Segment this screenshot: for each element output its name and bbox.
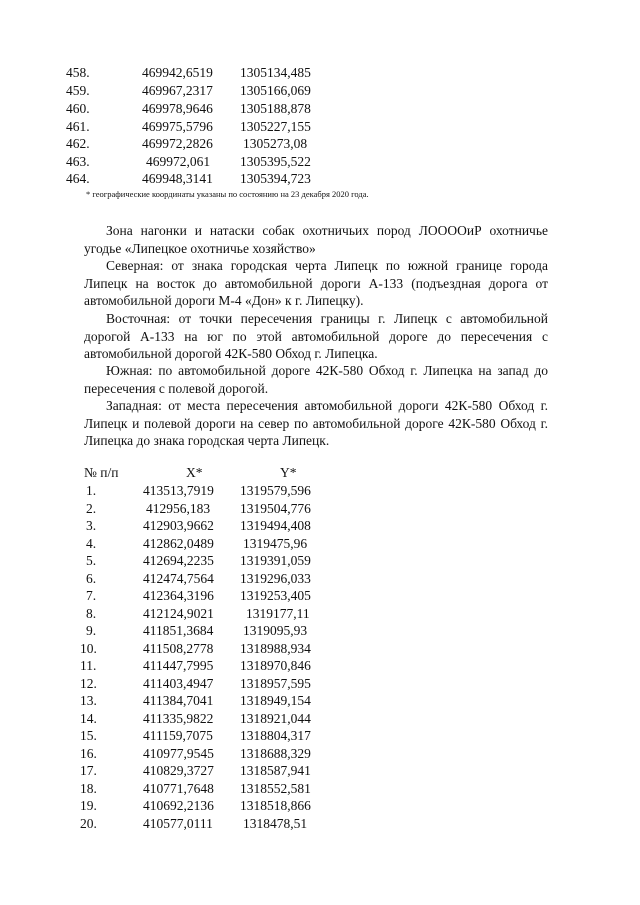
column-header-x: X* — [186, 465, 203, 480]
column-header-number: № п/п — [84, 465, 119, 480]
row-number: 2. — [86, 501, 97, 516]
row-number: 16. — [80, 746, 97, 761]
row-number: 10. — [80, 641, 97, 656]
x-coordinate: 411447,7995 — [143, 658, 214, 673]
north-boundary: Северная: от знака городская черта Липецк по южной границе города Липецк на восток до автомобильной дороги А-133 (подъездная дорога от автомобильной дороги М-4 «Дон» к г. Липецку). — [84, 258, 548, 308]
x-coordinate: 412694,2235 — [143, 553, 214, 568]
row-number: 8. — [86, 606, 97, 621]
x-coordinate: 413513,7919 — [143, 483, 214, 498]
y-coordinate: 1319579,596 — [240, 483, 311, 498]
x-coordinate: 411384,7041 — [143, 693, 214, 708]
x-coordinate: 412956,183 — [146, 501, 211, 516]
y-coordinate: 1305166,069 — [240, 83, 311, 98]
row-number: 17. — [80, 763, 97, 778]
row-number: 11. — [80, 658, 97, 673]
row-number: 7. — [86, 588, 97, 603]
x-coordinate: 410977,9545 — [143, 746, 214, 761]
west-boundary: Западная: от места пересечения автомобильной дороги 42К-580 Обход г. Липецк и полевой дороги на север по автомобильной дороге 42К-580 Обход г. Липецка до знака городская черта Липецк. — [84, 398, 548, 448]
row-number: 458. — [66, 65, 90, 80]
row-number: 459. — [66, 83, 90, 98]
y-coordinate: 1318552,581 — [240, 781, 311, 796]
y-coordinate: 1318957,595 — [240, 676, 311, 691]
y-coordinate: 1319494,408 — [240, 518, 311, 533]
x-coordinate: 411335,9822 — [143, 711, 214, 726]
row-number: 460. — [66, 101, 90, 116]
x-coordinate: 469975,5796 — [142, 119, 213, 134]
row-number: 1. — [86, 483, 97, 498]
y-coordinate: 1318518,866 — [240, 798, 311, 813]
row-number: 3. — [86, 518, 97, 533]
y-coordinate: 1319391,059 — [240, 553, 311, 568]
x-coordinate: 411403,4947 — [143, 676, 214, 691]
y-coordinate: 1305394,723 — [240, 171, 311, 186]
y-coordinate: 1318587,941 — [240, 763, 311, 778]
row-number: 464. — [66, 171, 90, 186]
x-coordinate: 410692,2136 — [143, 798, 214, 813]
x-coordinate: 410771,7648 — [143, 781, 214, 796]
row-number: 463. — [66, 154, 90, 169]
y-coordinate: 1305134,485 — [240, 65, 311, 80]
x-coordinate: 469972,2826 — [142, 136, 213, 151]
y-coordinate: 1319177,11 — [246, 606, 310, 621]
footnote: * географические координаты указаны по состоянию на 23 декабря 2020 года. — [86, 189, 369, 199]
y-coordinate: 1318688,329 — [240, 746, 311, 761]
y-coordinate: 1319296,033 — [240, 571, 311, 586]
x-coordinate: 412124,9021 — [143, 606, 214, 621]
y-coordinate: 1305227,155 — [240, 119, 311, 134]
x-coordinate: 469948,3141 — [142, 171, 213, 186]
row-number: 6. — [86, 571, 97, 586]
x-coordinate: 412862,0489 — [143, 536, 214, 551]
east-boundary: Восточная: от точки пересечения границы г. Липецк с автомобильной дорогой А-133 на юг по этой автомобильной дороге до пересечения с автомобильной дорогой 42К-580 Обход г. Липецка. — [84, 311, 548, 361]
x-coordinate: 469942,6519 — [142, 65, 213, 80]
y-coordinate: 1318478,51 — [243, 816, 308, 831]
y-coordinate: 1305188,878 — [240, 101, 311, 116]
row-number: 15. — [80, 728, 97, 743]
row-number: 14. — [80, 711, 97, 726]
x-coordinate: 469967,2317 — [142, 83, 213, 98]
x-coordinate: 411851,3684 — [143, 623, 214, 638]
row-number: 18. — [80, 781, 97, 796]
x-coordinate: 411159,7075 — [143, 728, 213, 743]
x-coordinate: 412903,9662 — [143, 518, 214, 533]
y-coordinate: 1318988,934 — [240, 641, 311, 656]
row-number: 9. — [86, 623, 97, 638]
column-header-y: Y* — [280, 465, 297, 480]
y-coordinate: 1319095,93 — [243, 623, 308, 638]
row-number: 19. — [80, 798, 97, 813]
row-number: 5. — [86, 553, 97, 568]
y-coordinate: 1318921,044 — [240, 711, 311, 726]
x-coordinate: 412364,3196 — [143, 588, 214, 603]
x-coordinate: 410577,0111 — [143, 816, 213, 831]
y-coordinate: 1318804,317 — [240, 728, 311, 743]
south-boundary: Южная: по автомобильной дороге 42К-580 Обход г. Липецка на запад до пересечения с полевой дорогой. — [84, 363, 548, 396]
row-number: 13. — [80, 693, 97, 708]
row-number: 12. — [80, 676, 97, 691]
zone-title: Зона нагонки и натаски собак охотничьих пород ЛООООиР охотничье угодье «Липецкое охотничье хозяйство» — [84, 223, 548, 256]
x-coordinate: 411508,2778 — [143, 641, 214, 656]
x-coordinate: 469978,9646 — [142, 101, 213, 116]
y-coordinate: 1305273,08 — [243, 136, 308, 151]
y-coordinate: 1319475,96 — [243, 536, 308, 551]
row-number: 4. — [86, 536, 97, 551]
row-number: 20. — [80, 816, 97, 831]
x-coordinate: 410829,3727 — [143, 763, 214, 778]
y-coordinate: 1305395,522 — [240, 154, 311, 169]
x-coordinate: 412474,7564 — [143, 571, 214, 586]
y-coordinate: 1318949,154 — [240, 693, 311, 708]
y-coordinate: 1318970,846 — [240, 658, 311, 673]
y-coordinate: 1319504,776 — [240, 501, 311, 516]
row-number: 461. — [66, 119, 90, 134]
row-number: 462. — [66, 136, 90, 151]
y-coordinate: 1319253,405 — [240, 588, 311, 603]
x-coordinate: 469972,061 — [146, 154, 211, 169]
